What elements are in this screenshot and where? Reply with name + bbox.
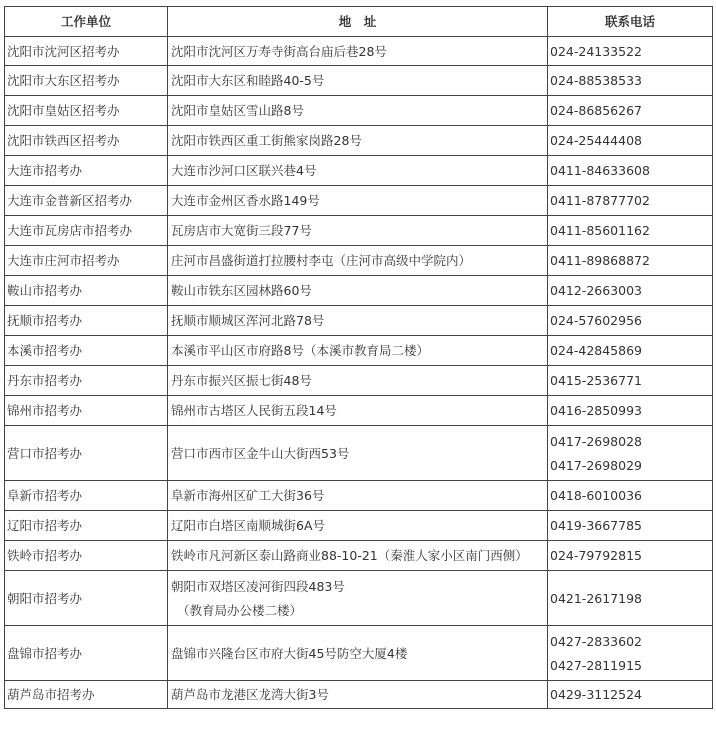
- address-line: 鞍山市铁东区园林路60号: [171, 283, 312, 298]
- table-row: [5, 66, 713, 96]
- phone-number: 024-88538533: [550, 73, 642, 88]
- address-line: 盘锦市兴隆台区市府大街45号防空大厦4楼: [171, 645, 408, 661]
- table-row: [5, 126, 713, 156]
- table-row: [5, 481, 713, 511]
- cell-phone: [548, 511, 713, 541]
- cell-phone: [548, 156, 713, 186]
- phone-number: 0421-2617198: [550, 590, 642, 606]
- cell-unit: 营口市招考办: [5, 426, 168, 481]
- table-body: [5, 37, 713, 709]
- cell-unit: 本溪市招考办: [5, 336, 168, 366]
- cell-address: [168, 216, 548, 246]
- cell-unit: 锦州市招考办: [5, 396, 168, 426]
- cell-unit: 沈阳市沈河区招考办: [5, 37, 168, 66]
- table-row: [5, 306, 713, 336]
- phone-number: 024-86856267: [550, 103, 642, 118]
- address-line: 营口市西市区金牛山大街西53号: [171, 445, 350, 461]
- phone-number: 0411-87877702: [550, 193, 650, 208]
- phone-number: 0418-6010036: [550, 488, 642, 503]
- cell-phone: [548, 66, 713, 96]
- phone-number: 024-25444408: [550, 133, 642, 148]
- cell-unit: 沈阳市皇姑区招考办: [5, 96, 168, 126]
- cell-address: [168, 186, 548, 216]
- address-line: 大连市金州区香水路149号: [171, 193, 320, 208]
- cell-address: [168, 511, 548, 541]
- cell-phone: [548, 426, 713, 481]
- cell-phone: [548, 481, 713, 511]
- table-row: [5, 186, 713, 216]
- table-row: [5, 96, 713, 126]
- cell-unit: 丹东市招考办: [5, 366, 168, 396]
- cell-unit: 沈阳市大东区招考办: [5, 66, 168, 96]
- phone-number: 0415-2536771: [550, 373, 642, 388]
- cell-unit: 大连市瓦房店市招考办: [5, 216, 168, 246]
- cell-unit: 大连市招考办: [5, 156, 168, 186]
- cell-unit: 盘锦市招考办: [5, 626, 168, 681]
- table-row: [5, 571, 713, 626]
- cell-address: [168, 96, 548, 126]
- cell-address: [168, 336, 548, 366]
- cell-phone: [548, 126, 713, 156]
- table-row: [5, 681, 713, 709]
- cell-unit: 沈阳市铁西区招考办: [5, 126, 168, 156]
- address-line: （教育局办公楼二楼）: [177, 602, 303, 618]
- address-line: 本溪市平山区市府路8号（本溪市教育局二楼）: [171, 343, 429, 358]
- phone-number: 024-79792815: [550, 548, 642, 563]
- cell-address: [168, 366, 548, 396]
- cell-phone: [548, 396, 713, 426]
- cell-address: [168, 626, 548, 681]
- cell-address: [168, 126, 548, 156]
- table-row: [5, 336, 713, 366]
- cell-phone: [548, 246, 713, 276]
- cell-phone: [548, 276, 713, 306]
- address-line: 丹东市振兴区振七街48号: [171, 373, 312, 388]
- cell-phone: [548, 96, 713, 126]
- cell-phone: [548, 336, 713, 366]
- cell-unit: 大连市金普新区招考办: [5, 186, 168, 216]
- cell-unit: 铁岭市招考办: [5, 541, 168, 571]
- phone-number: 024-42845869: [550, 343, 642, 358]
- cell-phone: [548, 541, 713, 571]
- address-line: 辽阳市白塔区南顺城街6A号: [171, 518, 326, 533]
- address-line: 瓦房店市大宽街三段77号: [171, 223, 312, 238]
- cell-address: [168, 156, 548, 186]
- cell-phone: [548, 216, 713, 246]
- table-row: [5, 216, 713, 246]
- table-row: [5, 276, 713, 306]
- phone-number: 0411-89868872: [550, 253, 650, 268]
- cell-address: [168, 246, 548, 276]
- phone-number: 0416-2850993: [550, 403, 642, 418]
- cell-address: [168, 396, 548, 426]
- phone-number: 0411-84633608: [550, 163, 650, 178]
- address-line: 葫芦岛市龙港区龙湾大街3号: [171, 687, 329, 702]
- table-row: [5, 366, 713, 396]
- table-row: [5, 396, 713, 426]
- phone-number: 0419-3667785: [550, 518, 642, 533]
- cell-address: [168, 426, 548, 481]
- phone-number: 0411-85601162: [550, 223, 650, 238]
- cell-phone: [548, 626, 713, 681]
- cell-unit: 大连市庄河市招考办: [5, 246, 168, 276]
- phone-number: 0417-2698028: [550, 433, 642, 449]
- phone-number: 0412-2663003: [550, 283, 642, 298]
- table-row: [5, 541, 713, 571]
- cell-unit: 阜新市招考办: [5, 481, 168, 511]
- cell-unit: 朝阳市招考办: [5, 571, 168, 626]
- address-line: 沈阳市铁西区重工街熊家岗路28号: [171, 133, 362, 148]
- address-line: 朝阳市双塔区凌河街四段483号: [171, 578, 345, 594]
- table-row: [5, 37, 713, 66]
- cell-phone: [548, 366, 713, 396]
- address-line: 沈阳市沈河区万寿寺街高台庙后巷28号: [171, 43, 387, 59]
- address-line: 锦州市古塔区人民街五段14号: [171, 403, 337, 418]
- phone-number: 0417-2698029: [550, 457, 642, 473]
- phone-number: 024-24133522: [550, 43, 642, 59]
- address-line: 沈阳市皇姑区雪山路8号: [171, 103, 304, 118]
- table-header-row: [5, 7, 713, 37]
- contact-table: [4, 6, 713, 709]
- table-row: [5, 511, 713, 541]
- table-row: [5, 626, 713, 681]
- header-unit: 工作单位: [5, 7, 168, 37]
- cell-address: [168, 681, 548, 709]
- address-line: 沈阳市大东区和睦路40-5号: [171, 73, 325, 88]
- phone-number: 0429-3112524: [550, 687, 642, 702]
- table-row: [5, 156, 713, 186]
- table-row: [5, 246, 713, 276]
- address-line: 庄河市昌盛街道打拉腰村李屯（庄河市高级中学院内）: [171, 253, 472, 268]
- cell-unit: 鞍山市招考办: [5, 276, 168, 306]
- phone-number: 0427-2833602: [550, 633, 642, 649]
- phone-number: 0427-2811915: [550, 657, 642, 673]
- cell-phone: [548, 186, 713, 216]
- address-line: 抚顺市顺城区浑河北路78号: [171, 313, 325, 328]
- address-line: 大连市沙河口区联兴巷4号: [171, 163, 317, 178]
- cell-unit: 辽阳市招考办: [5, 511, 168, 541]
- table-row: [5, 426, 713, 481]
- cell-unit: 葫芦岛市招考办: [5, 681, 168, 709]
- cell-address: [168, 541, 548, 571]
- cell-address: [168, 37, 548, 66]
- cell-address: [168, 306, 548, 336]
- phone-number: 024-57602956: [550, 313, 642, 328]
- header-address: 地 址: [168, 7, 548, 37]
- cell-unit: 抚顺市招考办: [5, 306, 168, 336]
- cell-phone: [548, 37, 713, 66]
- address-line: 铁岭市凡河新区泰山路商业88-10-21（秦淮人家小区南门西侧）: [171, 548, 528, 563]
- cell-phone: [548, 571, 713, 626]
- cell-address: [168, 276, 548, 306]
- cell-address: [168, 571, 548, 626]
- cell-phone: [548, 681, 713, 709]
- cell-phone: [548, 306, 713, 336]
- cell-address: [168, 481, 548, 511]
- header-phone: 联系电话: [548, 7, 713, 37]
- address-line: 阜新市海州区矿工大街36号: [171, 488, 325, 503]
- cell-address: [168, 66, 548, 96]
